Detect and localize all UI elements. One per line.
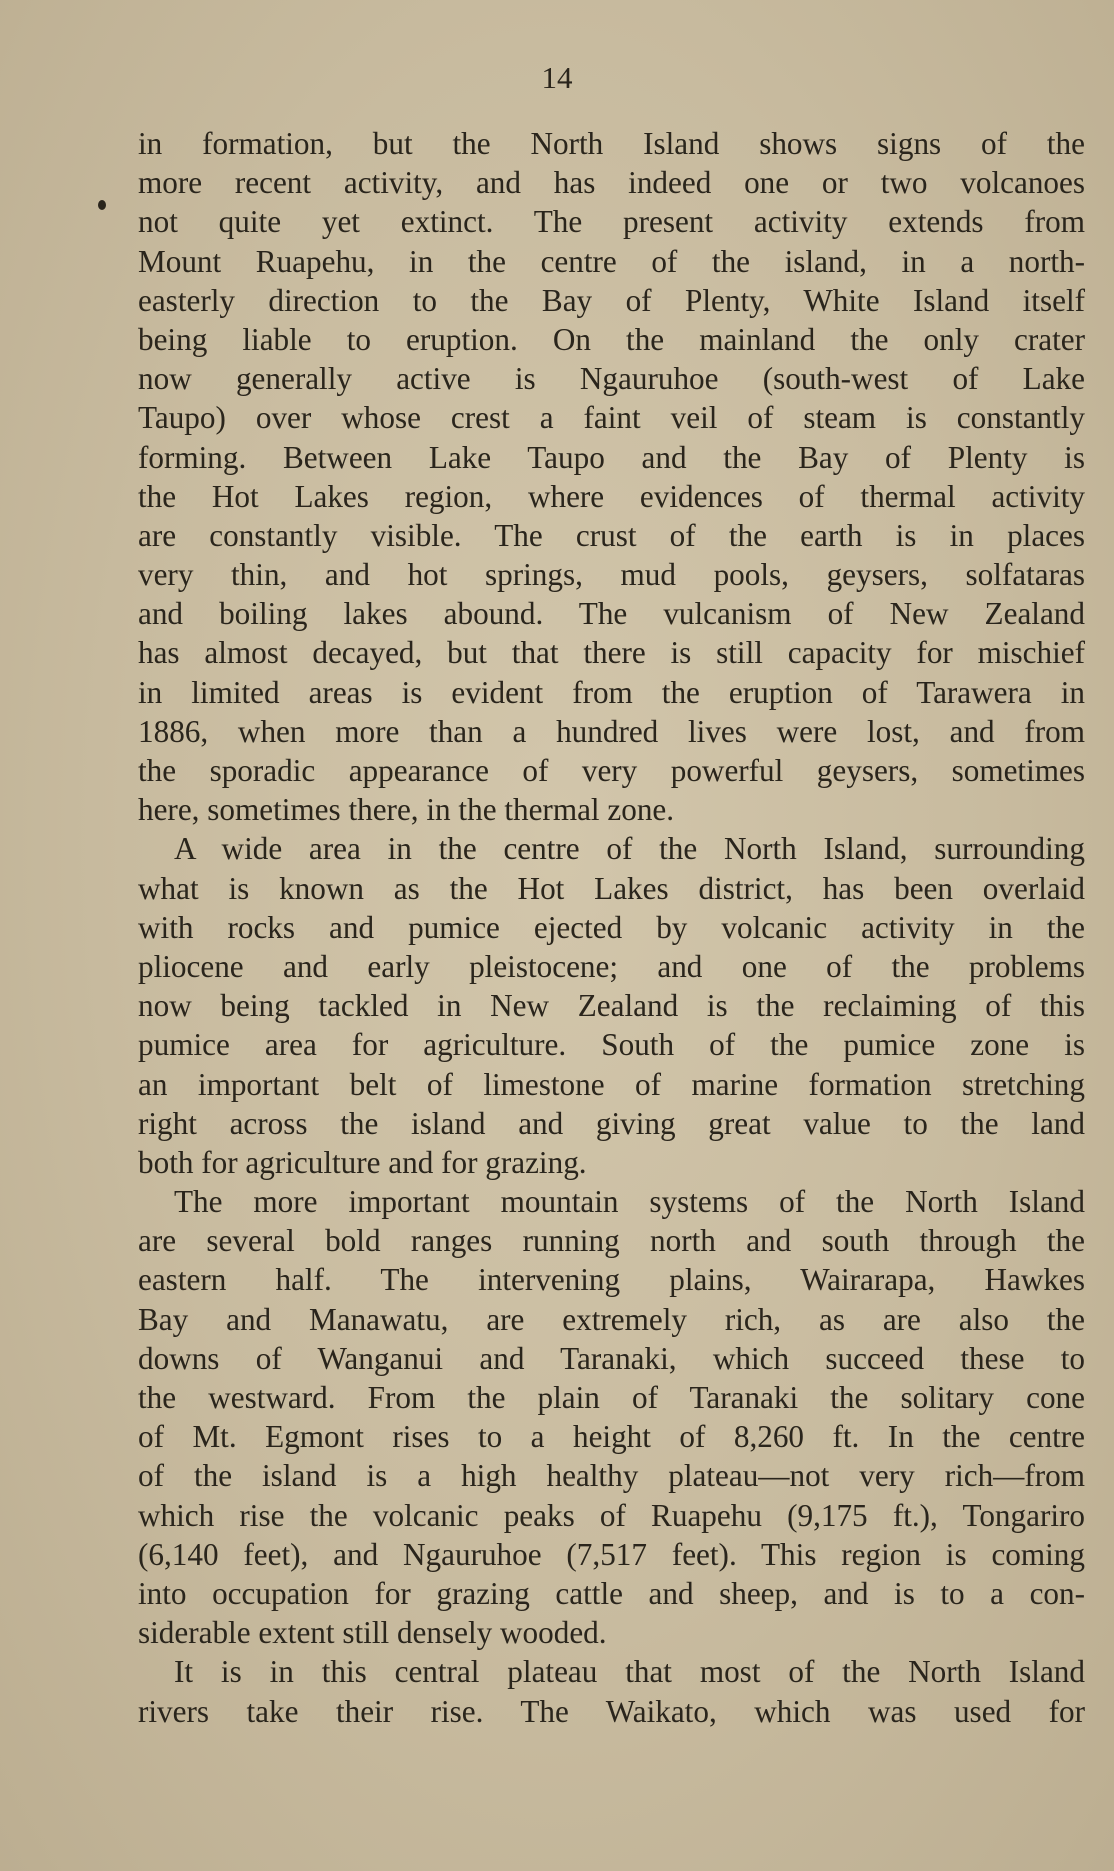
text-line: an important belt of limestone of marine formation stretching (138, 1066, 1085, 1102)
text-line: into occupation for grazing cattle and sheep, and is to a con- (138, 1575, 1085, 1611)
text-line: Taupo) over whose crest a faint veil of steam is constantly (138, 400, 1085, 436)
text-line: being liable to eruption. On the mainland the only crater (138, 321, 1085, 357)
body-text (138, 124, 1085, 1731)
text-line: are several bold ranges running north and south through the (138, 1223, 1085, 1259)
text-line: of Mt. Egmont rises to a height of 8,260 ft. In the centre (138, 1419, 1085, 1455)
text-line: not quite yet extinct. The present activity extends from (138, 204, 1085, 240)
text-line: It is in this central plateau that most of the North Island (174, 1654, 1085, 1690)
text-line: in limited areas is evident from the eruption of Tarawera in (138, 674, 1085, 710)
text-line: Mount Ruapehu, in the centre of the island, in a north- (138, 243, 1085, 279)
text-line: here, sometimes there, in the thermal zone. (138, 792, 675, 828)
text-line: has almost decayed, but that there is still capacity for mischief (138, 635, 1085, 671)
text-line: pumice area for agriculture. South of the pumice zone is (138, 1027, 1085, 1063)
text-line: right across the island and giving great value to the land (138, 1105, 1085, 1141)
text-line: very thin, and hot springs, mud pools, geysers, solfataras (138, 557, 1085, 593)
page-number: 14 (541, 60, 573, 95)
text-line: siderable extent still densely wooded. (138, 1615, 607, 1651)
text-line: The more important mountain systems of the North Island (174, 1184, 1085, 1220)
text-line: (6,140 feet), and Ngauruhoe (7,517 feet). This region is coming (138, 1536, 1085, 1572)
text-line: easterly direction to the Bay of Plenty, White Island itself (138, 282, 1085, 318)
text-line: of the island is a high healthy plateau—not very rich—from (138, 1458, 1085, 1494)
text-line: which rise the volcanic peaks of Ruapehu (9,175 ft.), Tongariro (138, 1497, 1085, 1533)
text-line: pliocene and early pleistocene; and one of the problems (138, 948, 1085, 984)
text-line: with rocks and pumice ejected by volcanic activity in the (138, 909, 1085, 945)
text-line: rivers take their rise. The Waikato, which was used for (138, 1693, 1085, 1729)
text-line: the sporadic appearance of very powerful geysers, sometimes (138, 753, 1085, 788)
ink-speck (98, 200, 106, 210)
text-line: downs of Wanganui and Taranaki, which succeed these to (138, 1340, 1085, 1376)
text-line: the westward. From the plain of Taranaki the solitary cone (138, 1380, 1085, 1415)
text-line: 1886, when more than a hundred lives were lost, and from (138, 713, 1085, 749)
text-line: now generally active is Ngauruhoe (south-west of Lake (138, 361, 1085, 397)
text-line: Bay and Manawatu, are extremely rich, as are also the (138, 1301, 1085, 1337)
text-line: in formation, but the North Island shows signs of the (138, 126, 1085, 161)
text-line: the Hot Lakes region, where evidences of thermal activity (138, 478, 1085, 514)
text-line: and boiling lakes abound. The vulcanism of New Zealand (138, 596, 1085, 632)
text-line: forming. Between Lake Taupo and the Bay of Plenty is (138, 439, 1085, 475)
text-line: are constantly visible. The crust of the earth is in places (138, 517, 1085, 553)
text-line: both for agriculture and for grazing. (138, 1144, 587, 1180)
text-line: now being tackled in New Zealand is the reclaiming of this (138, 988, 1085, 1024)
text-line: more recent activity, and has indeed one or two volcanoes (138, 165, 1085, 201)
text-line: A wide area in the centre of the North Island, surrounding (174, 831, 1085, 867)
text-line: what is known as the Hot Lakes district, has been overlaid (138, 870, 1085, 906)
text-line: eastern half. The intervening plains, Wairarapa, Hawkes (138, 1262, 1085, 1298)
